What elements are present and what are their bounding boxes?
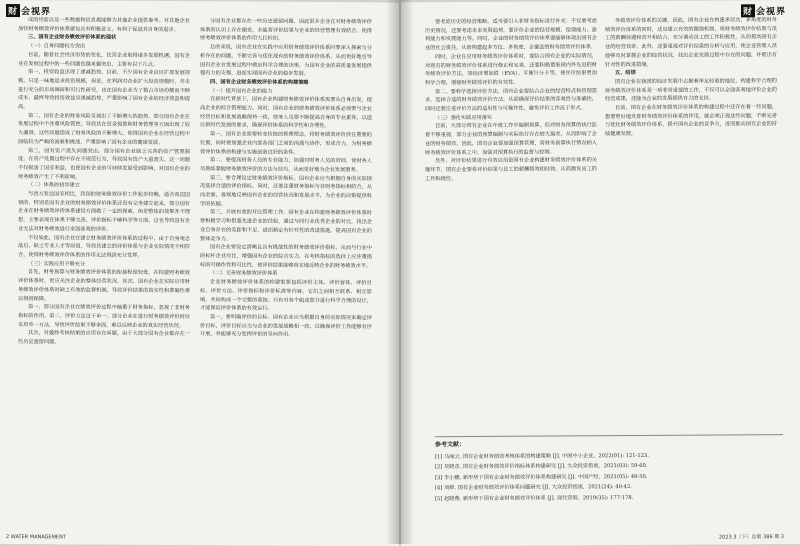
reference-item: [5] 赵晓燕. 新形势下国有企业财务绩效评价体系 [J]. 现代营销，2019(35): 177-178. <box>435 494 634 502</box>
subsection-heading: （一）提升国有企业的能力 <box>210 87 273 95</box>
reference-item: [1] 马丽云. 国有企业财务绩效考核体系的构建策略 [J]. 中国中小企业，2022(01): 121-123. <box>435 452 649 460</box>
references-title: 参考文献： <box>435 441 466 449</box>
references-list <box>435 450 783 505</box>
right-column-2 <box>605 16 777 139</box>
right-page <box>401 0 800 546</box>
paragraph: 第三，开展有效的对比管理工作。国有企业在构建财务绩效评价体系时要积极学习和借鉴先进企业的经验，通过与同行业优秀企业的对比，找出企业自身存在的差距和不足，进而制定有针对性的改进措施，提高国有企业的整体竞争力。 <box>200 209 372 242</box>
subsection-heading: （三）实践应用不够充分 <box>28 260 86 268</box>
paragraph: 目前，随着社会经济形势的变化，民营企业取得诸多发展机遇，国有企业在发展过程中的一些问题也越来越突出，主要有以下几点。 <box>18 51 190 68</box>
page-footer: 2 WATER MANAGEMENT <box>6 534 66 541</box>
paragraph: 另外，对评价结果进行有效应用是国有企业构建财务绩效评价体系的关键环节，国有企业要将评价结果与员工的薪酬绩效相挂钩，从而激发员工的工作积极性。 <box>425 157 597 182</box>
paragraph: 国有企业要设定清晰且具有挑战性的财务绩效评价指标，从而与行业中的标杆企业对比，增强国有企业的综合实力，在考核指标的选择上应注重指标的可操作性和可比性，使评价结果能够真实地反映企业的财务绩效水平。 <box>200 244 372 269</box>
paragraph: 第二，国有企业的财务风险呈现出了不断增大的趋势。部分国有企业在发展过程中不注重风险管控，导致其在资金预算和财务管理等方面出现了较大漏洞。这些问题造成了财务风险的不断增大，使得国有企业在经营过程中面临较为严峻的困难和挑战，严重影响了国有企业的健康发展。 <box>18 112 190 146</box>
reference-item: [4] 刘婵. 国有企业财务绩效评价体系问题研究 [J]. 大众投资指南，2021(24): 40-42. <box>435 484 632 492</box>
paragraph: 目前，大部分国有企业在年度工作中编制预算，但对财务预算的执行监督不够重视，部分企业的预算编制与实际执行存在较大偏差，从而影响了企业的财务绩效。因此，国有企业要加强预算管理，将财务预算执行情况纳入财务绩效评价体系之中，加强对预算执行的监督与控制。 <box>425 122 597 156</box>
paragraph: 与西方发达国家相比，我国的财务绩效评价工作起步较晚，适合我国国情的，特别是国有企业的财务绩效评价体系还没有完全建立起来，部分国有企业在财务绩效评价体系建设方面做了一定的探索，但是整体的效果并不理想，主要表现在体系不够完善、评价指标不够科学等方面，这也导致国有企业无法对财务绩效进行全面客观的评价。 <box>18 191 190 233</box>
paragraph: 务绩效评价体系的关键，因此，国有企业在构建多层次、多角度的财务绩效评价体系的同时，还应建立有效的激励机制，将财务绩效评价结果与员工的薪酬待遇和晋升相结合，充分调动员工的工作积极性，从而提高国有企业的经营效率。此外，还要重视对评价结果的分析与应用，使企业管理人员能够及时掌握企业的经营状况，找出企业发展过程中存在的问题，并提出有针对性的改进措施。 <box>605 17 777 68</box>
reference-item: [2] 吴晓彦. 国有企业财务绩效评价指标体系构建研究 [J]. 大众投资指南，2021(03): 59-60. <box>435 462 648 471</box>
references-section <box>435 434 783 504</box>
paragraph: 其次，对最终考核结果的应用存在问题，由于大部分国有企业都存在一些历史遗留问题。 <box>18 330 190 346</box>
section-heading: 五、结语 <box>615 70 636 77</box>
subsection-heading: （一）自身问题较为突出 <box>28 43 86 50</box>
section-heading: 四、国有企业财务绩效评价体系的构建策略 <box>210 79 309 86</box>
paragraph: 国有企业在我国的经济发展中占据着举足轻重的地位，构建科学合理的财务绩效评价体系是一项非常重要的工作，不仅可以全面客观地评价企业的经营成果，还能为企业的发展提供有力的支持。 <box>605 78 777 103</box>
subsection-heading: （二）体系的初步建立 <box>28 182 80 189</box>
paragraph: 成的经验以及一些数据和信息都能够为其他企业提供参考。对其他企业加快财务绩效评价体系建设具有积极意义，有利于促进其自身的进步。 <box>18 17 190 33</box>
left-column-1 <box>18 16 190 348</box>
paragraph: 同时，企业在应用财务绩效评价体系时，要结合国有企业的实际情况，对现有的财务绩效评价体系进行修正和完善，还要积极借鉴国内外先进的财务绩效评价方法，如经济增加值（EVA）、平衡计分卡等，使评价结果更加科学合理，增强财务绩效评价的有效性。 <box>425 53 597 87</box>
paragraph: 第二，要科学选择评价方法。国有企业要结合企业的经营特点和管理需求，选择合适的财务绩效评价方法，从而确保评价结果的客观性与准确性，同时还要注重评价方法的适用性与可操作性，避免评价工作流于形式。 <box>425 87 597 113</box>
left-column-2 <box>200 17 372 340</box>
paragraph: 要考虑历史的经营策略，适当要引入非财务指标进行补充：不仅要考虑历史情况，还要考虑未来发展趋势，要评价企业的经营规模、偿债能力、盈利能力和发展能力等。同时，企业的财务绩效评价体系要能够体现出国有企业的社会责任，从而构建起多方位、多角度、全覆盖的财务绩效评价体系。 <box>425 18 597 52</box>
page-footer: 2023.3（下）总第 386 期 3 <box>719 534 784 541</box>
right-column-1 <box>425 17 597 183</box>
subsection-heading: （二）完善财务绩效评价体系 <box>210 270 278 278</box>
paragraph: 第一，部分国有企业在绩效评价过程中偏重于财务指标，忽视了非财务指标的作用。第二，评价方法过于单一。部分企业在进行财务绩效评价时仅采用单一方法，导致评价结果不够全面，难以反映企业的真实经营状况。 <box>18 304 190 329</box>
paragraph: 总的来说，国有企业在实践中应用财务绩效评价体系时要深入探索与分析存在的问题，不断完善与优化现有的财务绩效评价体系，从而更好地引导国有企业在发展过程中做出科学合理的决策，为国有企业的高质量发展提供强有力的支撑，进而实现国有企业的稳步发展。 <box>200 44 372 78</box>
paragraph: 不仅如此，国有企业在建立财务绩效评价体系的过程中，由于自身观念落后、缺乏专业人才等原因，导致其建立的评价体系与企业实际情况不相符合，使得财务绩效评价体系的作用无法得到充分发挥。 <box>18 234 190 259</box>
references-divider <box>435 434 783 437</box>
paragraph: 第一，要明确评价的目标。国有企业应当根据自身的实际情况来确定评价目标，评价目标应当与企业的发展战略相一致，以确保评价工作能够有序开展，并能够充分发挥评价的导向作用。 <box>200 314 372 339</box>
paragraph: 第三，国有资产流失问题突出。部分国有企业缺乏完善的资产管理制度，在资产处置过程中存在不规范行为，导致国有资产大量流失。这一问题不仅损害了国家利益，也使国有企业的可持续发展受到影响，对国有企业的财务绩效产生了不利影响。 <box>18 147 190 181</box>
paragraph: 第二，要提高财务人员的专业能力，加强对财务人员的培训，使财务人员熟练掌握财务绩效评价的方法与技巧，从而更好地为企业发展服务。 <box>200 157 372 174</box>
subsection-heading: （三）强化实践应用落实 <box>435 114 493 121</box>
paragraph: 首先，财务预算与财务绩效评价体系的衔接程度较低，在构建财务绩效评价体系时，更应关注企业的整体经营状况。其次，国有企业在实际应用财务绩效评价体系时缺乏有效的监督机制，导致评价结果的真实性和准确性难以得到保障。 <box>18 269 190 302</box>
section-heading: 三、国有企业财务绩效评价体系的现状 <box>28 34 117 42</box>
left-page <box>0 0 399 546</box>
paragraph: 分国有企业都存在一些历史遗留问题，因此很多企业在对财务绩效评价体系的认识上存在偏差，未能将评价结果与企业的经营管理有效结合，使得财务绩效评价体系的作用大打折扣。 <box>200 18 372 43</box>
magazine-logo: 财 会视界 <box>741 4 786 17</box>
paragraph: 企业财务绩效评价体系的构建需要包括评价主体、评价客体、评价目标、评价方法、评价指标和评价标准等内容，它们之间相互联系、相互影响，共同构成一个完整的系统。只有对各个组成部分进行科学合理的设计，才能保证评价体系的有效运行。 <box>200 279 372 312</box>
paragraph: 目前，国有企业在财务绩效评价体系的构建过程中还存在着一些问题，想要更好地发挥财务绩效评价体系的作用，就必须正视这些问题，不断完善与优化财务绩效评价体系，提升国有企业的竞争力，进而推动国有企业的持续健康发展。 <box>605 104 777 138</box>
paragraph: 在新时代背景下，国有企业构建财务绩效评价体系需要从自身出发，提高企业的综合管理能力。同时，国有企业的财务绩效评价体系必须要与企业经营目标和发展战略保持一致，财务人员要不断提高自身的专业素养，以适应新时代发展的要求，确保评价体系的科学性和合理性。 <box>200 96 372 130</box>
paragraph: 第三，要合理设定财务绩效评价指标。国有企业应当根据自身的实际情况选择合适的评价指标，同时，还要注重财务指标与非财务指标相结合，从而全面、客观地反映国有企业的经营状况和发展水平，为企业的决策提供科学的依据。 <box>200 174 372 208</box>
paragraph: 第一，投资收益出现了递减趋势。目前，不少国有企业盲目扩展发展规模，只是一味地追求投资规模，但是，在利润对企业扩大投资规模时，并未进行充分的市场调研和可行性研究，也在国有企业为了数占市场份额而不顾成本，最终导致投资效益呈递减趋势，严重影响了国有企业的经济效益和提高。 <box>18 69 190 111</box>
book-gutter-shadow <box>386 0 414 544</box>
magazine-logo: 财 会视界 <box>6 4 51 17</box>
reference-item: [3] 李小鹏. 新形势下国有企业财务绩效评价体系构建研究 [J]. 中国产经，2021(05): 49-50. <box>435 473 648 481</box>
paragraph: 第一，国有企业需要转变传统的管理理念，将财务绩效评价放在重要的位置，同时要加强企业内部各部门之间的沟通与协作，形成合力，为财务绩效评价体系的构建与实施创造良好的条件。 <box>200 131 372 156</box>
